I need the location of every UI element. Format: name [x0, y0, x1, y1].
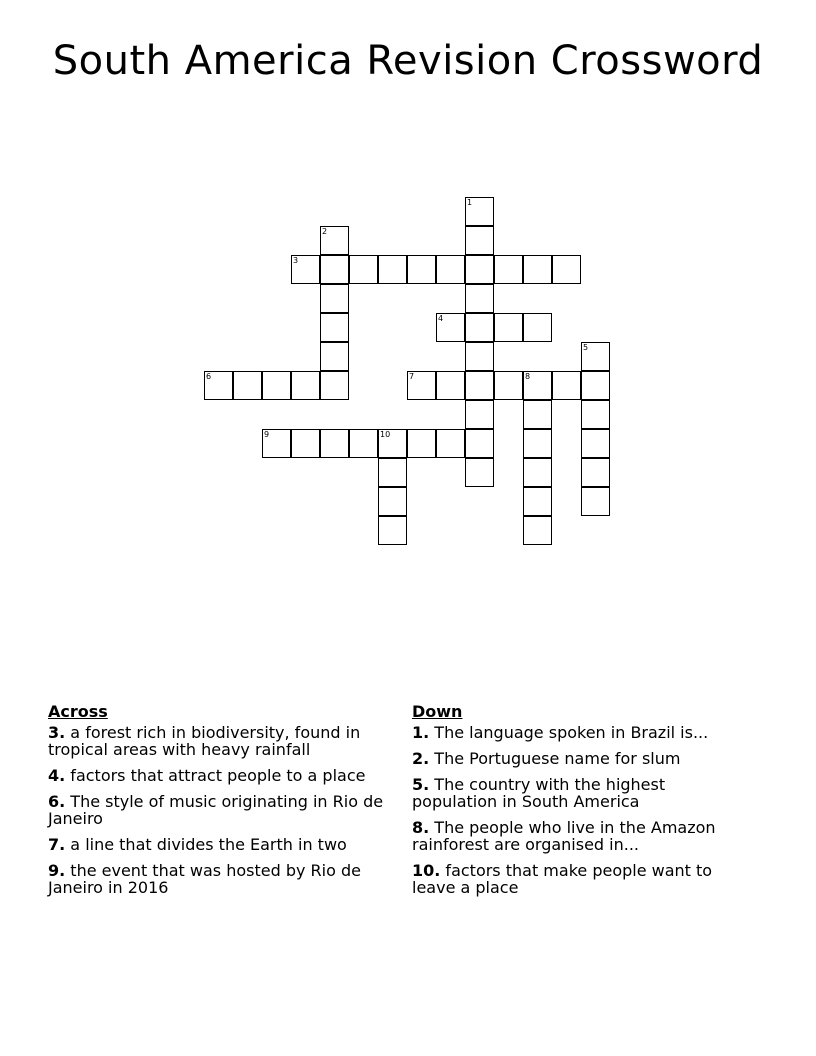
grid-cell[interactable] — [465, 400, 494, 429]
grid-cell[interactable] — [320, 284, 349, 313]
clue-text: factors that attract people to a place — [65, 766, 366, 785]
clue-number: 3. — [48, 723, 66, 742]
grid-cell[interactable] — [465, 458, 494, 487]
grid-cell[interactable] — [291, 371, 320, 400]
grid-cell[interactable] — [523, 400, 552, 429]
down-clue — [412, 750, 752, 767]
grid-cell[interactable] — [349, 429, 378, 458]
grid-cell[interactable] — [523, 429, 552, 458]
grid-cell[interactable] — [523, 516, 552, 545]
clue-number: 5. — [412, 775, 430, 794]
grid-cell[interactable] — [262, 429, 291, 458]
grid-cell[interactable] — [291, 255, 320, 284]
grid-cell[interactable] — [378, 255, 407, 284]
grid-cell[interactable] — [552, 371, 581, 400]
grid-cell[interactable] — [407, 371, 436, 400]
grid-cell[interactable] — [581, 371, 610, 400]
clue-number-label: 6 — [206, 372, 212, 381]
down-clue — [412, 776, 752, 810]
grid-cell[interactable] — [523, 487, 552, 516]
grid-cell[interactable] — [436, 429, 465, 458]
grid-cell[interactable] — [262, 371, 291, 400]
clue-text: The country with the highest population in South America — [412, 775, 666, 811]
grid-cell[interactable] — [523, 458, 552, 487]
grid-cell[interactable] — [581, 487, 610, 516]
across-clue — [48, 836, 388, 853]
down-clue — [412, 862, 752, 896]
grid-cell[interactable] — [581, 342, 610, 371]
grid-cell[interactable] — [494, 313, 523, 342]
across-clue — [48, 724, 388, 758]
clue-number-label: 3 — [293, 256, 299, 265]
grid-cell[interactable] — [581, 400, 610, 429]
grid-cell[interactable] — [291, 429, 320, 458]
clue-number-label: 4 — [438, 314, 444, 323]
clue-number-label: 10 — [380, 430, 391, 439]
down-clue — [412, 724, 752, 741]
clue-number-label: 1 — [467, 198, 473, 207]
across-clue — [48, 862, 388, 896]
grid-cell[interactable] — [494, 255, 523, 284]
grid-cell[interactable] — [378, 458, 407, 487]
grid-cell[interactable] — [581, 458, 610, 487]
clue-number-label: 8 — [525, 372, 531, 381]
clue-text: a forest rich in biodiversity, found in tropical areas with heavy rainfall — [48, 723, 361, 759]
down-heading: Down — [412, 702, 463, 721]
grid-cell[interactable] — [465, 226, 494, 255]
grid-cell[interactable] — [320, 429, 349, 458]
grid-cell[interactable] — [465, 313, 494, 342]
clue-text: a line that divides the Earth in two — [65, 835, 347, 854]
grid-cell[interactable] — [320, 342, 349, 371]
grid-cell[interactable] — [581, 429, 610, 458]
grid-cell[interactable] — [320, 313, 349, 342]
clue-number: 10. — [412, 861, 441, 880]
grid-cell[interactable] — [523, 313, 552, 342]
grid-cell[interactable] — [465, 371, 494, 400]
grid-cell[interactable] — [349, 255, 378, 284]
clue-text: The Portuguese name for slum — [429, 749, 681, 768]
grid-cell[interactable] — [465, 429, 494, 458]
clue-number-label: 9 — [264, 430, 270, 439]
grid-cell[interactable] — [465, 342, 494, 371]
across-clue-list — [48, 724, 388, 896]
grid-cell[interactable] — [204, 371, 233, 400]
page-title: South America Revision Crossword — [52, 38, 764, 84]
clue-number: 4. — [48, 766, 66, 785]
across-heading: Across — [48, 702, 108, 721]
clue-text: The style of music originating in Rio de Janeiro — [48, 792, 384, 828]
grid-cell[interactable] — [436, 255, 465, 284]
grid-cell[interactable] — [378, 487, 407, 516]
clue-number-label: 7 — [409, 372, 415, 381]
down-clue — [412, 819, 752, 853]
grid-cell[interactable] — [465, 197, 494, 226]
grid-cell[interactable] — [233, 371, 262, 400]
grid-cell[interactable] — [523, 255, 552, 284]
across-clue — [48, 767, 388, 784]
clue-number-label: 2 — [322, 227, 328, 236]
down-clue-list — [412, 724, 752, 896]
grid-cell[interactable] — [436, 371, 465, 400]
grid-cell[interactable] — [320, 255, 349, 284]
clue-text: The language spoken in Brazil is... — [429, 723, 709, 742]
down-clues — [412, 702, 752, 905]
clue-number: 1. — [412, 723, 430, 742]
clue-text: The people who live in the Amazon rainforest are organised in... — [412, 818, 716, 854]
grid-cell[interactable] — [378, 429, 407, 458]
grid-cell[interactable] — [320, 371, 349, 400]
grid-cell[interactable] — [494, 371, 523, 400]
across-clue — [48, 793, 388, 827]
across-clues — [48, 702, 388, 905]
grid-cell[interactable] — [465, 255, 494, 284]
grid-cell[interactable] — [407, 255, 436, 284]
grid-cell[interactable] — [378, 516, 407, 545]
grid-cell[interactable] — [552, 255, 581, 284]
grid-cell[interactable] — [523, 371, 552, 400]
clue-number-label: 5 — [583, 343, 589, 352]
clue-number: 2. — [412, 749, 430, 768]
clue-number: 6. — [48, 792, 66, 811]
grid-cell[interactable] — [320, 226, 349, 255]
clue-text: factors that make people want to leave a place — [412, 861, 713, 897]
grid-cell[interactable] — [407, 429, 436, 458]
clue-number: 8. — [412, 818, 430, 837]
clue-text: the event that was hosted by Rio de Janeiro in 2016 — [48, 861, 361, 897]
clue-number: 9. — [48, 861, 66, 880]
grid-cell[interactable] — [436, 313, 465, 342]
clue-number: 7. — [48, 835, 66, 854]
grid-cell[interactable] — [465, 284, 494, 313]
